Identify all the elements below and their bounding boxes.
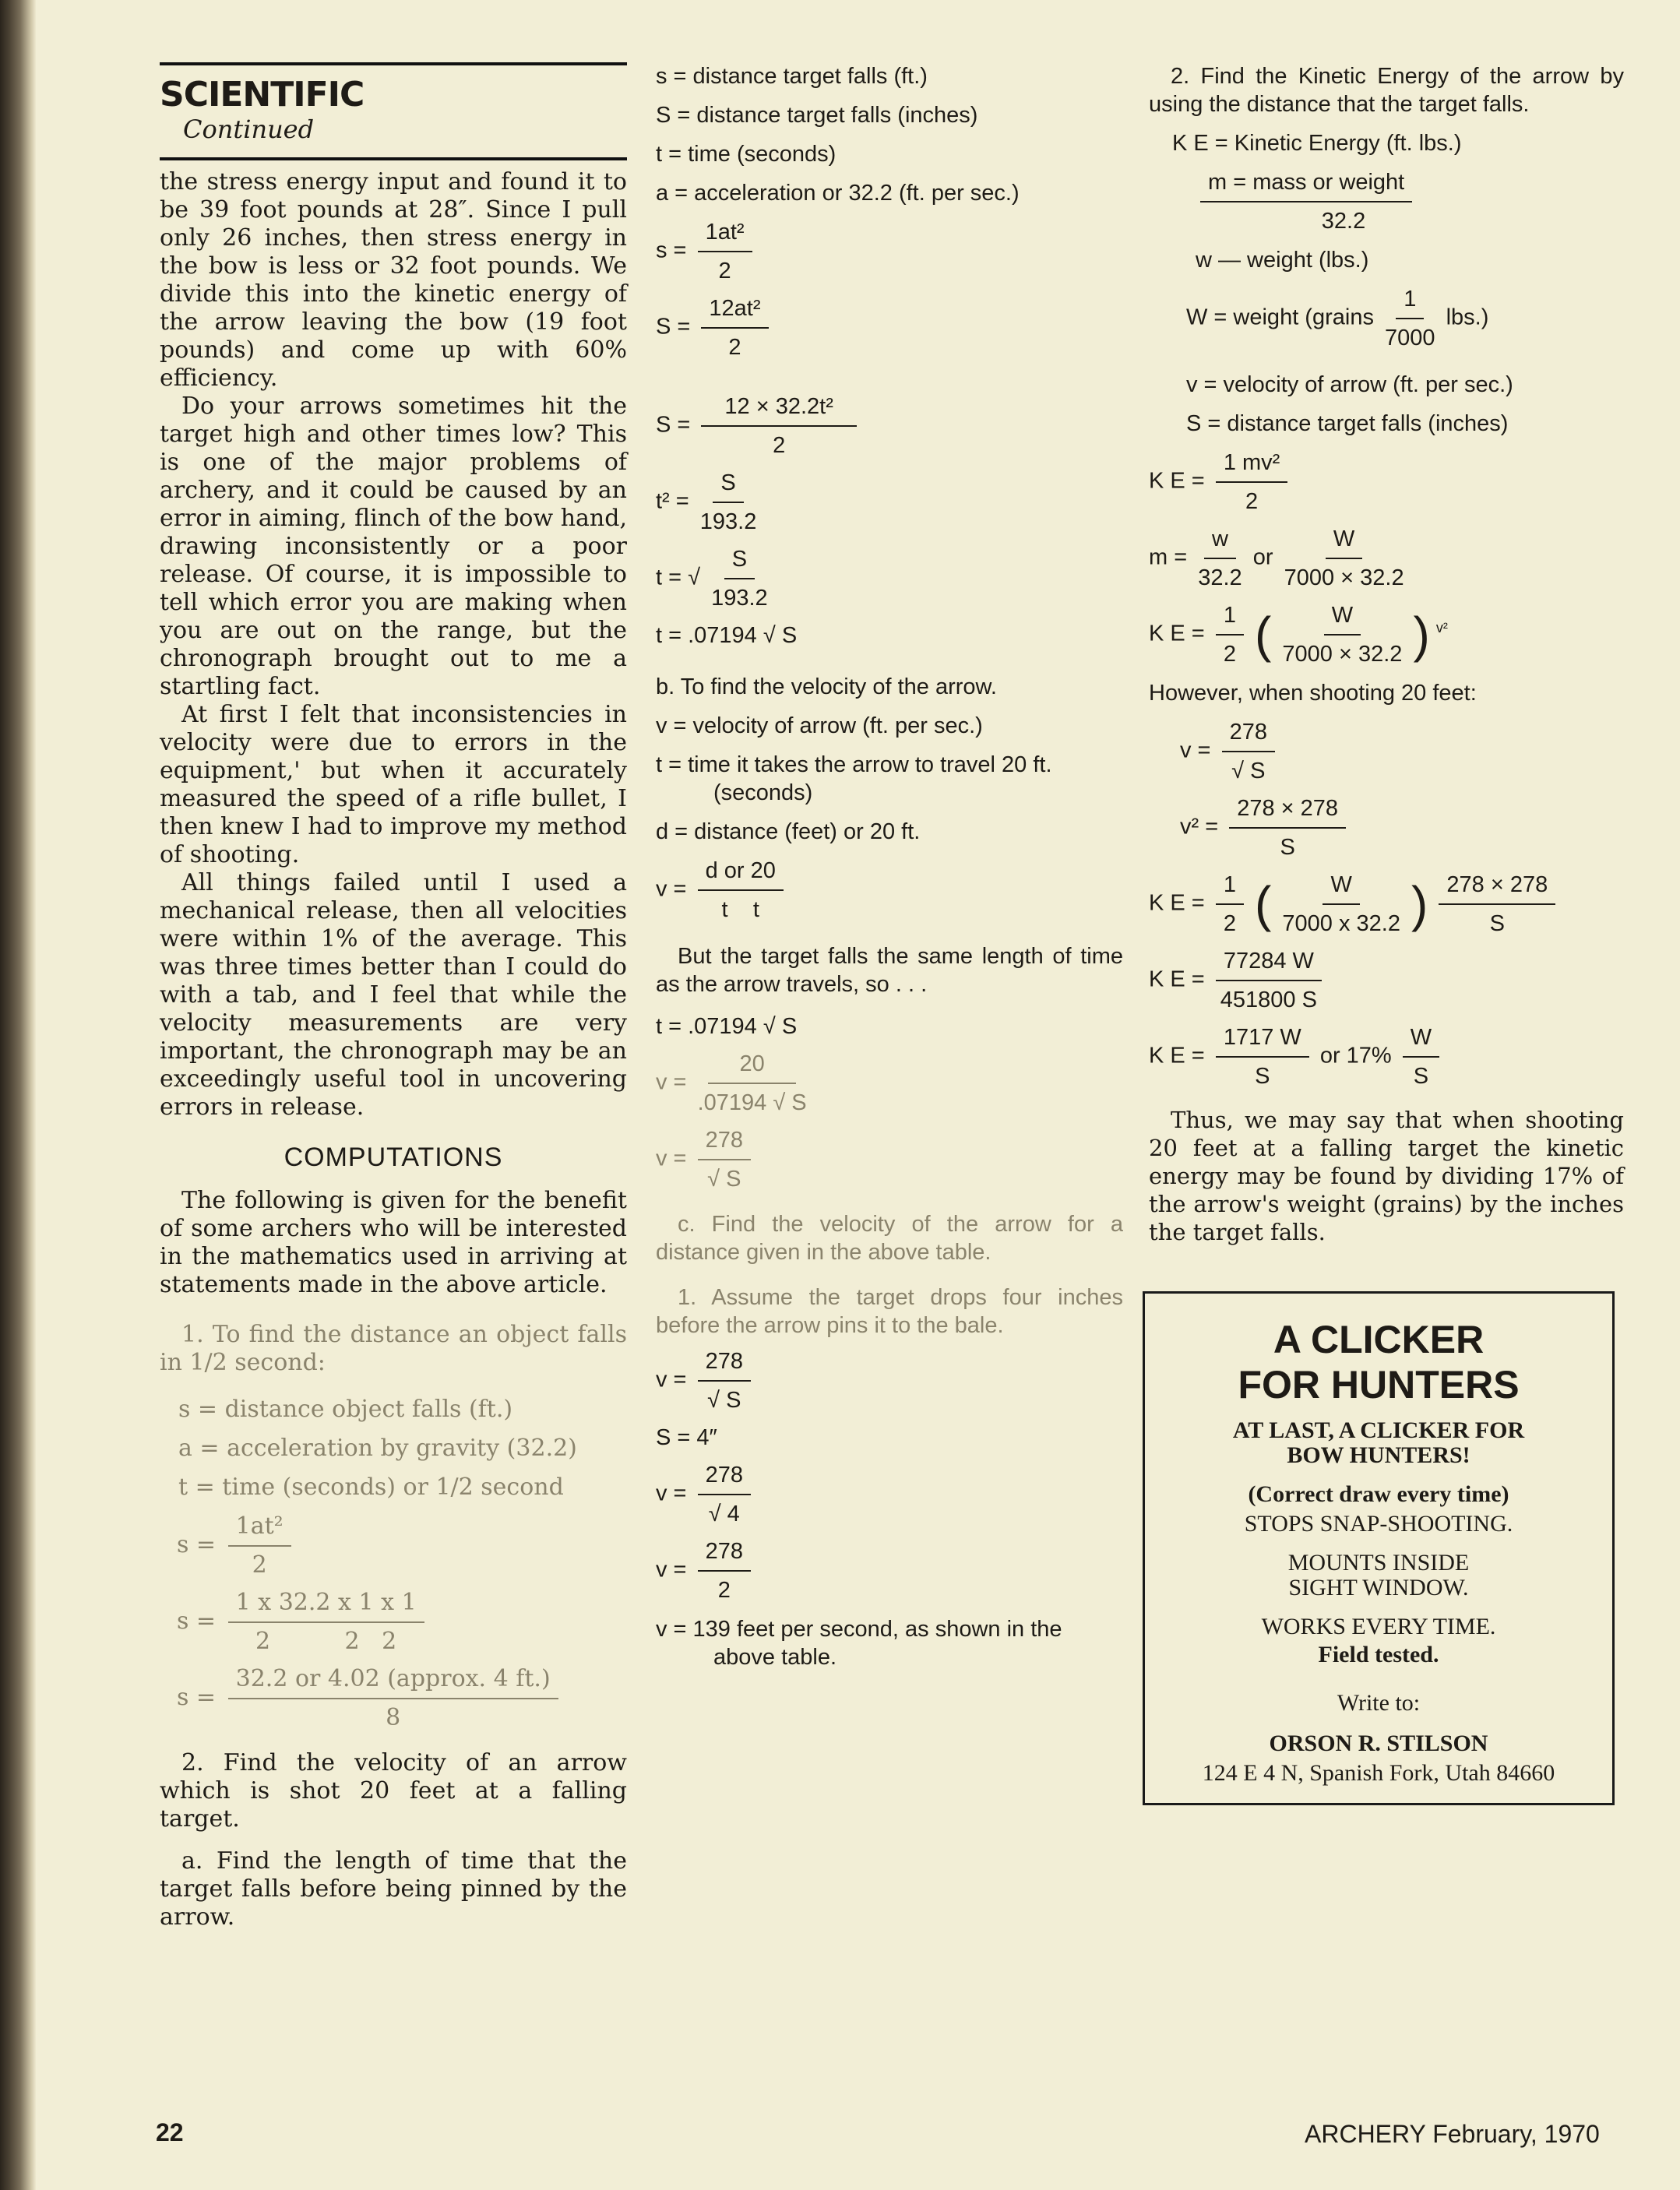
denominator: S (1280, 835, 1295, 860)
ad-title: A CLICKER (1273, 1318, 1485, 1361)
equation: v = 139 feet per second, as shown in the above table. (656, 1617, 1062, 1670)
numerator: 1 (1216, 871, 1244, 905)
numerator: 20 (708, 1050, 795, 1084)
ad-subtitle: AT LAST, A CLICKER FOR (1232, 1417, 1525, 1443)
equation: t = .07194 √ S (656, 1014, 798, 1039)
paragraph: a. Find the length of time that the target falls before being pinned by the arrow. (160, 1847, 627, 1931)
equation (656, 218, 1123, 285)
computations-heading: COMPUTATIONS (284, 1143, 503, 1172)
column-left (160, 62, 627, 1931)
fraction (701, 294, 768, 361)
denominator: 2 2 2 (255, 1628, 397, 1655)
paren-close: ) (1413, 607, 1430, 663)
paragraph: 1. To find the distance an object falls in 1/2 second: (160, 1321, 627, 1376)
equation-rhs: lbs.) (1446, 305, 1489, 330)
denominator: 7000 × 32.2 (1284, 565, 1404, 590)
equation-lhs: v = (1180, 738, 1211, 763)
denominator: √ 4 (708, 1502, 740, 1526)
fraction (1198, 525, 1242, 592)
fraction (698, 1050, 807, 1117)
paragraph: the stress energy input and found it to be 39 foot pounds at 28″. Since I pull only 26 inches, then stress energy in the bow is less or 32 foot pounds. We divide this into the kinetic energy of the arrow leaving the bow (19 foot pounds) and come up with 60% efficiency. (160, 168, 627, 392)
equation (656, 857, 1123, 924)
denominator: √ S (1231, 759, 1266, 783)
ad-line: Field tested. (1318, 1642, 1439, 1667)
subsection-title: c. Find the velocity of the arrow for a distance given in the above table. (656, 1212, 1123, 1265)
fraction (228, 1589, 424, 1656)
or-text: or (1252, 544, 1273, 570)
paragraph: 1. Assume the target drops four inches before the arrow pins it to the bale. (656, 1285, 1123, 1338)
paragraph: The following is given for the benefit of some archers who will be interested in the mathematics used in arriving at statements made in the above article. (160, 1187, 627, 1298)
fraction (1282, 871, 1400, 938)
definition: a = acceleration or 32.2 (ft. per sec.) (656, 181, 1020, 206)
numerator: 278 × 278 (1439, 871, 1555, 905)
equation-lhs: t = √ (656, 565, 701, 590)
definition: S = distance target falls (inches) (656, 103, 978, 128)
definition: s = distance target falls (ft.) (656, 64, 928, 89)
ad-contact-name: ORSON R. STILSON (1269, 1731, 1488, 1756)
numerator: 278 (698, 1537, 751, 1572)
equation (1196, 168, 1624, 235)
ad-line: WORKS EVERY TIME. (1261, 1614, 1496, 1639)
numerator: w (1204, 525, 1236, 559)
equation (1149, 1023, 1624, 1090)
equation-lhs: s = (177, 1684, 217, 1711)
denominator: 7000 (1385, 326, 1435, 350)
fraction (1222, 718, 1275, 785)
denominator: 7000 x 32.2 (1282, 911, 1400, 936)
definition: S = distance target falls (inches) (1186, 411, 1509, 436)
numerator: S (724, 545, 755, 579)
fraction (698, 1126, 751, 1193)
faded-block (656, 1050, 1123, 1340)
numerator: 1717 W (1216, 1023, 1309, 1058)
numerator: 77284 W (1216, 947, 1322, 981)
denominator: 2 (728, 335, 741, 360)
column-right (1149, 62, 1624, 1805)
equation (656, 1537, 1123, 1604)
fraction (1439, 871, 1555, 938)
equation (1149, 947, 1624, 1014)
equation-lhs: v = (656, 1146, 687, 1171)
or-text: or 17% (1319, 1043, 1392, 1069)
equation (1149, 449, 1624, 516)
paren-open: ( (1255, 607, 1272, 663)
fraction (698, 857, 784, 924)
equation-lhs: m = (1149, 544, 1188, 570)
paragraph: All things failed until I used a mechanical release, then all velocities were within 1% of the average. This was three times better than I could do with a tab, and I feel that while the velocity measurements are very important, the chronograph may be an exceedingly useful tool in uncovering errors in release. (160, 869, 627, 1121)
equation (1149, 525, 1624, 592)
denominator: 7000 × 32.2 (1282, 642, 1403, 667)
denominator: 32.2 (1198, 565, 1242, 590)
definition: s = distance object falls (ft.) (178, 1396, 513, 1423)
equation (656, 545, 1123, 612)
numerator: 278 (698, 1126, 751, 1160)
definition: d = distance (feet) or 20 ft. (656, 819, 921, 844)
fraction (1200, 168, 1412, 235)
fraction (1385, 285, 1435, 352)
page-number: 22 (156, 2118, 184, 2146)
equation-lhs: s = (177, 1531, 217, 1558)
paragraph: Do your arrows sometimes hit the target high and other times low? This is one of the major problems of archery, and it could be caused by an error in aiming, flinch of the bow hand, drawing inconsistently or a poor release. Of course, it is impossible to tell which error you are making when you are out on the range, but the chronograph brought out to me a startling fact. (160, 393, 627, 700)
faded-block (160, 1321, 627, 1732)
fraction (698, 218, 752, 285)
fraction (711, 545, 768, 612)
advertisement-box (1143, 1291, 1615, 1805)
header-rule-top (160, 62, 627, 65)
denominator: 193.2 (699, 509, 757, 534)
ad-line: (Correct draw every time) (1248, 1481, 1509, 1507)
numerator: 278 (698, 1461, 751, 1495)
ad-subtitle: BOW HUNTERS! (1287, 1442, 1470, 1468)
paragraph: Thus, we may say that when shooting 20 feet at a falling target the kinetic energy may be found by dividing 17% of the arrow's weight (grains) by the inches the target falls. (1149, 1107, 1624, 1245)
fraction (701, 393, 856, 459)
equation (1180, 794, 1624, 861)
fraction (698, 1347, 751, 1414)
equation (1186, 285, 1624, 352)
numerator: W (1326, 525, 1362, 559)
equation: S = 4″ (656, 1425, 717, 1450)
numerator: 12at² (701, 294, 768, 329)
numerator: 278 (698, 1347, 751, 1382)
equation-lhs: S = (656, 412, 691, 438)
definition: K E = Kinetic Energy (ft. lbs.) (1172, 131, 1462, 156)
equation-lhs: S = (656, 314, 691, 340)
fraction (228, 1665, 558, 1732)
denominator: 2 (1245, 489, 1259, 514)
fraction (228, 1512, 291, 1579)
paragraph: 2. Find the velocity of an arrow which is shot 20 feet at a falling target. (160, 1749, 627, 1833)
equation-lhs: K E = (1149, 1043, 1205, 1069)
ad-title: FOR HUNTERS (1238, 1363, 1520, 1407)
numerator: 278 × 278 (1229, 794, 1346, 829)
equation-lhs: v = (656, 1557, 687, 1583)
definition: v = velocity of arrow (ft. per sec.) (1186, 372, 1513, 397)
equation-lhs: W = weight (grains (1186, 305, 1374, 330)
fraction (1284, 525, 1404, 592)
numerator: 1at² (228, 1512, 291, 1547)
denominator: S (1413, 1064, 1429, 1089)
paragraph: However, when shooting 20 feet: (1149, 681, 1477, 706)
equation-lhs: v = (656, 1481, 687, 1506)
ad-line: SIGHT WINDOW. (1288, 1575, 1469, 1600)
fraction (1216, 449, 1288, 516)
paragraph: But the target falls the same length of time as the arrow travels, so . . . (656, 944, 1123, 997)
denominator: S (1255, 1064, 1270, 1089)
numerator: 1 (1396, 285, 1424, 319)
denominator: √ S (707, 1167, 741, 1192)
equation-lhs: K E = (1149, 966, 1205, 992)
header-rule-bottom (160, 157, 627, 160)
definition: v = velocity of arrow (ft. per sec.) (656, 713, 983, 738)
definition: w — weight (lbs.) (1196, 248, 1369, 273)
equation (1149, 871, 1624, 938)
fraction (698, 1537, 751, 1604)
equation (177, 1589, 627, 1656)
fraction (1216, 601, 1244, 668)
equation (656, 1461, 1123, 1528)
equation (656, 393, 1123, 459)
denominator: 2 (252, 1551, 267, 1579)
fraction (1229, 794, 1346, 861)
numerator: m = mass or weight (1200, 168, 1412, 202)
equation (1149, 601, 1624, 668)
numerator: 12 × 32.2t² (701, 393, 856, 427)
numerator: 278 (1222, 718, 1275, 752)
section-title: SCIENTIFIC (160, 75, 365, 114)
numerator: W (1324, 601, 1361, 636)
fraction (1216, 871, 1244, 938)
paragraph: 2. Find the Kinetic Energy of the arrow by using the distance that the target falls. (1149, 64, 1624, 117)
equation-lhs: t² = (656, 488, 689, 514)
numerator: 32.2 or 4.02 (approx. 4 ft.) (228, 1665, 558, 1699)
denominator: 2 (1223, 911, 1236, 936)
magazine-footer: ARCHERY February, 1970 (1305, 2120, 1600, 2148)
fraction (1216, 1023, 1309, 1090)
paren-close: ) (1411, 876, 1428, 932)
ad-line: MOUNTS INSIDE (1287, 1550, 1470, 1576)
ad-line: STOPS SNAP-SHOOTING. (1244, 1511, 1513, 1537)
equation (656, 1050, 1123, 1117)
ad-line: Write to: (1337, 1690, 1421, 1716)
equation-lhs: v² = (1180, 814, 1219, 840)
numerator: S (713, 469, 743, 503)
equation: t = .07194 √ S (656, 623, 798, 648)
numerator: 1 mv² (1216, 449, 1288, 483)
equation-lhs: K E = (1149, 621, 1205, 646)
equation-lhs: K E = (1149, 890, 1205, 916)
equation-lhs: v = (656, 876, 687, 902)
denominator: √ S (707, 1388, 741, 1413)
numerator: W (1323, 871, 1359, 905)
fraction (1282, 601, 1402, 668)
fraction (700, 469, 757, 536)
column-middle (656, 62, 1123, 1682)
denominator: 8 (386, 1704, 401, 1731)
denominator: t t (721, 897, 759, 922)
page-binding-edge (0, 0, 36, 2190)
equation (1180, 718, 1624, 785)
numerator: 1at² (698, 218, 752, 252)
fraction (1403, 1023, 1439, 1090)
equation-lhs: v = (656, 1367, 687, 1393)
paren-open: ( (1255, 876, 1272, 932)
section-subtitle: Continued (183, 114, 315, 144)
equation-lhs: s = (177, 1607, 217, 1635)
fraction (1216, 947, 1322, 1014)
definition: t = time it takes the arrow to travel 20 ft. (seconds) (656, 752, 1052, 805)
definition: t = time (seconds) or 1/2 second (178, 1473, 564, 1501)
numerator: 1 (1216, 601, 1244, 636)
equation-lhs: v = (656, 1069, 687, 1095)
numerator: d or 20 (698, 857, 784, 891)
denominator: 32.2 (1321, 209, 1366, 234)
denominator: 193.2 (711, 586, 768, 611)
denominator: .07194 √ S (697, 1090, 807, 1115)
numerator: 1 x 32.2 x 1 x 1 (228, 1589, 424, 1623)
denominator: 451800 S (1220, 988, 1317, 1012)
fraction (698, 1461, 751, 1528)
numerator: W (1403, 1023, 1439, 1058)
denominator: S (1489, 911, 1505, 936)
equation (656, 294, 1123, 361)
definition: a = acceleration by gravity (32.2) (178, 1435, 577, 1462)
equation-lhs: K E = (1149, 468, 1205, 494)
equation (177, 1665, 627, 1732)
paragraph: At first I felt that inconsistencies in velocity were due to errors in the equipment,' but when it accurately measured the speed of a rifle bullet, I then knew I had to improve my method of shooting. (160, 701, 627, 868)
definition: t = time (seconds) (656, 142, 836, 167)
exponent: v² (1435, 620, 1448, 636)
subsection-title: b. To find the velocity of the arrow. (656, 674, 997, 699)
denominator: 2 (717, 1578, 731, 1603)
denominator: 2 (1223, 642, 1236, 667)
denominator: 2 (773, 433, 786, 458)
equation (656, 1126, 1123, 1193)
equation (656, 1347, 1123, 1414)
denominator: 2 (718, 259, 731, 283)
ad-contact-address: 124 E 4 N, Spanish Fork, Utah 84660 (1202, 1760, 1555, 1786)
equation (177, 1512, 627, 1579)
equation-lhs: s = (656, 238, 687, 263)
equation (656, 469, 1123, 536)
